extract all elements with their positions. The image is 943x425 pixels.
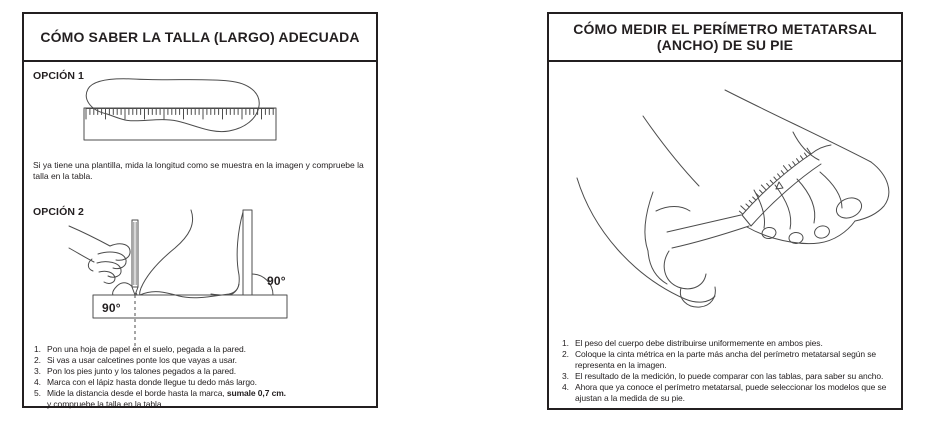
- list-item: Ahora que ya conoce el perímetro metatarsal, puede seleccionar los modelos que se ajustan a la medida de su pie.: [575, 382, 887, 403]
- foot-drawing: [643, 90, 889, 244]
- insole-ruler-figure: [81, 76, 281, 144]
- width-measure-panel: [547, 12, 903, 410]
- add-margin-note: sumale 0,7 cm.: [226, 388, 286, 398]
- option2-label: OPCIÓN 2: [33, 206, 84, 218]
- list-item: Pon una hoja de papel en el suelo, pegada a la pared.: [47, 344, 246, 354]
- measuring-tape: [739, 145, 831, 226]
- width-panel-title-line2: (ANCHO) DE SU PIE: [656, 37, 794, 53]
- size-steps-list: [33, 344, 371, 410]
- length-size-panel: [22, 12, 378, 408]
- hand-drawing: [577, 178, 749, 307]
- floor-board: [93, 295, 287, 318]
- hand-holding-pencil: [69, 226, 130, 283]
- list-item: Marca con el lápiz hasta donde llegue tu dedo más largo.: [47, 377, 257, 387]
- length-panel-title-text: CÓMO SABER LA TALLA (LARGO) ADECUADA: [40, 29, 360, 45]
- list-item: Mide la distancia desde el borde hasta la marca, sumale 0,7 cm. y compruebe la talla en la tabla.: [47, 388, 286, 409]
- wall-board: [243, 210, 252, 295]
- angle-label-wall: 90°: [267, 274, 286, 288]
- list-item: El resultado de la medición, lo puede comparar con las tablas, para saber su ancho.: [575, 371, 884, 381]
- list-item: Coloque la cinta métrica en la parte más ancha del perímetro metatarsal según se representa en la imagen.: [575, 349, 876, 370]
- option1-label: OPCIÓN 1: [33, 70, 84, 82]
- angle-label-floor: 90°: [102, 301, 121, 315]
- list-item: El peso del cuerpo debe distribuirse uniformemente en ambos pies.: [575, 338, 823, 348]
- width-steps-list: [561, 338, 897, 404]
- width-panel-title-line1: CÓMO MEDIR EL PERÍMETRO METATARSAL: [573, 21, 877, 37]
- instep-outline: [140, 210, 193, 295]
- list-item: Pon los pies junto y los talones pegados a la pared.: [47, 366, 237, 376]
- pencil: [132, 220, 138, 295]
- tape-foot-figure: [557, 62, 897, 314]
- width-panel-title: [549, 14, 901, 62]
- heel-outline: [211, 212, 243, 295]
- option1-description: Si ya tiene una plantilla, mida la longitud como se muestra en la imagen y compruebe la talla en la tabla.: [33, 160, 364, 181]
- length-panel-title: [24, 14, 376, 62]
- list-item: Si vas a usar calcetines ponte los que vayas a usar.: [47, 355, 237, 365]
